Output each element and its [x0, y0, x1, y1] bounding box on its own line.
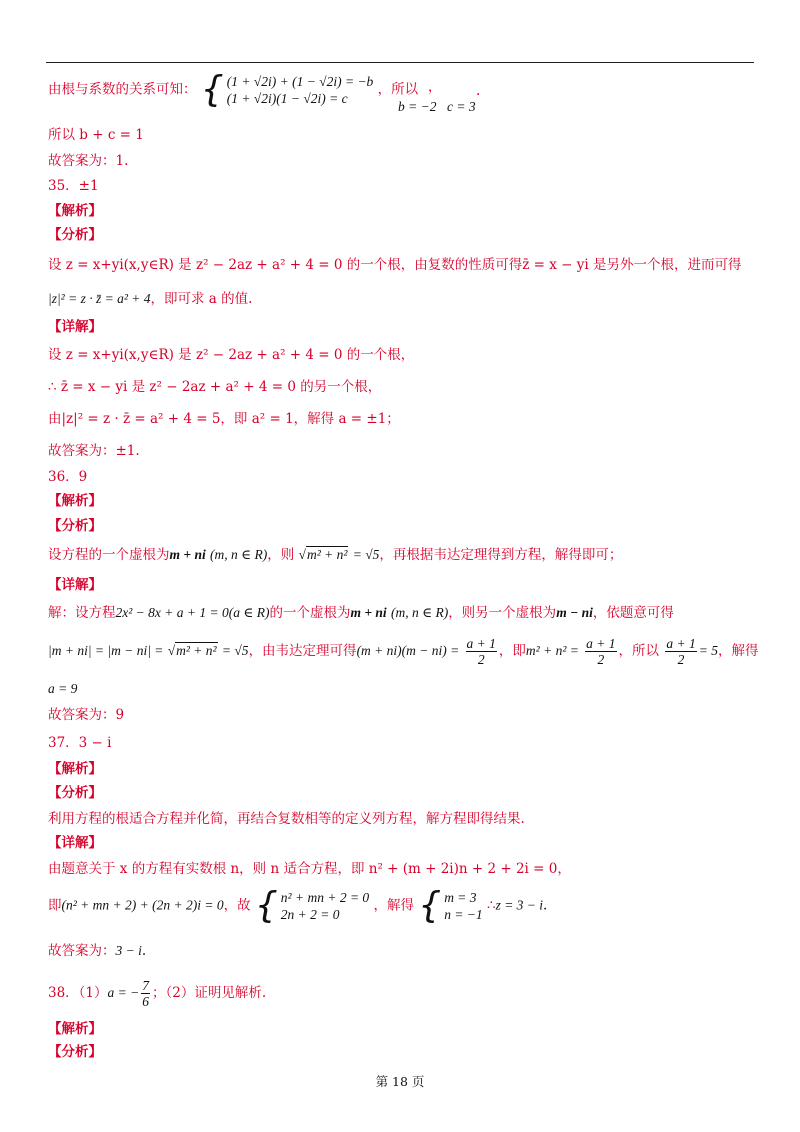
- p35-analysis-tag: 【解析】: [48, 203, 102, 219]
- p36-detail-3: a = 9: [48, 681, 78, 696]
- p35-detail-2: ∴ z̄ = x − yi 是 z² − 2az + a² + 4 = 0 的另一个根，: [48, 379, 382, 395]
- p35-detail-3: 由|z|² = z · z̄ = a² + 4 = 5，即 a² = 1，解得 a = ±1；: [48, 411, 400, 427]
- p36-d1-c: ，则另一个虚根为: [448, 605, 557, 621]
- frac-denominator: 2: [677, 652, 685, 667]
- p36-d2-a: |m + ni| = |m − ni| =: [48, 643, 164, 658]
- p36-d2-sqrt: m² + n²: [176, 643, 217, 658]
- p37-answer-a: 故答案为：: [48, 943, 116, 959]
- p37-fenxi-tag: 【分析】: [48, 785, 102, 801]
- p35-fenxi-line1: [48, 256, 742, 274]
- p34-lead: 由根与系数的关系可知：: [48, 81, 197, 98]
- p37-fenxi: 利用方程的根适合方程并化简，再结合复数相等的定义列方程，解方程即得结果.: [48, 811, 525, 827]
- p37-detail-1: 由题意关于 x 的方程有实数根 n，则 n 适合方程，即 n² + (m + 2i)n + 2 + 2i = 0，: [48, 861, 571, 877]
- p36-fenxi-c: ，再根据韦达定理得到方程，解得即可；: [379, 547, 623, 563]
- p38-heading: [48, 978, 266, 1009]
- p35-fenxi-line2-b: ，即可求 a 的值.: [150, 291, 253, 307]
- p36-detail-tag: 【详解】: [48, 577, 102, 593]
- p37-sys1-row2: 2n + 2 = 0: [280, 907, 340, 922]
- brace-icon: {: [418, 885, 442, 926]
- p36-fenxi: 设方程的一个虚根为m + ni (m, n ∈ R)，则 √m² + n² = √5，再根据韦达定理得到方程，解得即可；: [48, 547, 623, 563]
- p35-fenxi-line1-a: 设 z = x+yi(x,y∈R) 是 z² − 2az + a² + 4 = 0 的一个根，由复数的性质可得: [48, 257, 523, 273]
- p38-analysis-tag: 【解析】: [48, 1021, 102, 1037]
- frac-denominator: 2: [597, 652, 605, 667]
- p36-d1-mn2: m − ni: [556, 605, 593, 620]
- p37-detail-2: [48, 885, 548, 926]
- p37-answer-b: 3 − i: [115, 943, 142, 958]
- p35-fenxi-line2-a: |z|² = z · z̄ = a² + 4: [48, 291, 151, 306]
- p38-heading-eq: a = −: [107, 985, 140, 1000]
- p36-d2-g: = 5: [698, 643, 718, 658]
- p37-answer: [48, 942, 146, 960]
- p37-result: z = 3 − i: [495, 897, 544, 913]
- p36-analysis-tag: 【解析】: [48, 493, 102, 509]
- p34-eq1: (1 + √2i) + (1 − √2i) = −b: [226, 74, 374, 89]
- p36-d2-h: ，解得: [717, 643, 759, 659]
- p34-so: ，所以: [377, 81, 419, 98]
- p37-d2-a: 即: [48, 897, 62, 914]
- frac-numerator: a + 1: [666, 636, 696, 651]
- p34-answer: 故答案为：1.: [48, 153, 129, 169]
- p36-d2-e: m² + n² =: [525, 643, 579, 658]
- p38-heading-b: ；（2）证明见解析.: [152, 985, 267, 1001]
- p35-detail-1: 设 z = x+yi(x,y∈R) 是 z² − 2az + a² + 4 = 0 的一个根，: [48, 347, 415, 363]
- p37-detail-tag: 【详解】: [48, 835, 102, 851]
- p36-fenxi-eq: = √5: [352, 547, 380, 562]
- p36-fraction-1: [466, 636, 497, 667]
- p36-d1-set: (m, n ∈ R): [390, 605, 449, 620]
- p36-d1-mn: m + ni: [350, 605, 387, 620]
- p34-system: [200, 69, 374, 110]
- frac-denominator: 2: [477, 652, 485, 667]
- frac-numerator: 7: [142, 978, 150, 993]
- p34-eq2: (1 + √2i)(1 − √2i) = c: [226, 91, 348, 106]
- frac-numerator: a + 1: [466, 636, 496, 651]
- p34-c-value: c = 3: [447, 99, 476, 114]
- p36-fenxi-b: ，则: [267, 547, 295, 563]
- brace-icon: {: [200, 69, 224, 110]
- p38-heading-a: 38．（1）: [48, 985, 108, 1001]
- p36-fenxi-set: (m, n ∈ R): [210, 547, 268, 562]
- p37-sys1-row1: n² + mn + 2 = 0: [280, 890, 370, 905]
- p34-period: .: [476, 83, 481, 99]
- p35-detail-tag: 【详解】: [48, 319, 102, 335]
- p35-fenxi-line1-b: z̄ = x − yi 是另外一个根，进而可得: [522, 257, 742, 273]
- p34-comma: ，: [428, 79, 442, 95]
- p36-fraction-2: [585, 636, 616, 667]
- p37-system-2: [418, 885, 483, 926]
- p36-fenxi-tag: 【分析】: [48, 518, 102, 534]
- brace-icon: {: [254, 885, 278, 926]
- p35-answer: 故答案为：±1.: [48, 443, 140, 459]
- top-rule: [46, 62, 754, 63]
- p35-heading: 35．±1: [48, 178, 99, 194]
- p36-fraction-3: [665, 636, 696, 667]
- p36-d1-eq: 2x² − 8x + a + 1 = 0(a ∈ R): [115, 605, 270, 620]
- p38-fraction: [141, 978, 150, 1009]
- p37-d2-eq: (n² + mn + 2) + (2n + 2)i = 0: [61, 897, 224, 913]
- p37-sys2-row1: m = 3: [444, 890, 477, 905]
- p36-d2-d: ，即: [498, 643, 526, 659]
- p36-d2-f: ，所以: [618, 643, 660, 659]
- p37-system-1: [254, 885, 370, 926]
- p36-d2-b: = √5: [221, 643, 249, 658]
- p36-heading: 36．9: [48, 469, 88, 485]
- p36-d2-prod: (m + ni)(m − ni) =: [356, 643, 460, 658]
- p37-analysis-tag: 【解析】: [48, 761, 102, 777]
- p37-heading: 37．3 − i: [48, 735, 112, 751]
- frac-numerator: a + 1: [586, 636, 616, 651]
- p34-b-value: b = −2: [398, 99, 437, 114]
- page-footer: 第 18 页: [375, 1074, 425, 1089]
- p37-answer-c: .: [141, 943, 147, 959]
- p37-sys2-row2: n = −1: [444, 907, 483, 922]
- p35-fenxi-tag: 【分析】: [48, 227, 102, 243]
- p34-vieta-line: [48, 69, 419, 110]
- p37-dot: .: [543, 897, 548, 914]
- frac-denominator: 6: [142, 994, 150, 1009]
- p36-d1-d: ，依题意可得: [592, 605, 674, 621]
- p36-fenxi-sqrt: m² + n²: [306, 547, 348, 562]
- p36-answer: 故答案为：9: [48, 707, 125, 723]
- p36-detail-1: [48, 604, 674, 622]
- p34-conclusion: 所以 b + c = 1: [48, 127, 144, 143]
- p36-d1-a: 解：设方程: [48, 605, 116, 621]
- p36-fenxi-mn: m + ni: [169, 547, 206, 562]
- p37-d2-c: ，解得: [373, 897, 414, 914]
- p37-d2-b: ，故: [223, 897, 251, 914]
- p36-detail-2: |m + ni| = |m − ni| = √m² + n² = √5，由韦达定理可得(m + ni)(m − ni) = $\frac{a + 1}{2}$ ，即m² + n² = $\frac{a + 1}{2}$ ，所以 $\frac{a + 1}{2}$ = 5，解得: [48, 636, 759, 667]
- p35-fenxi-line2: [48, 290, 252, 308]
- p36-d2-c: ，由韦达定理可得: [248, 643, 357, 659]
- p38-fenxi-tag: 【分析】: [48, 1044, 102, 1060]
- p36-fenxi-a: 设方程的一个虚根为: [48, 547, 170, 563]
- p36-d1-b: 的一个虚根为: [269, 605, 351, 621]
- p37-therefore: ∴: [486, 897, 496, 914]
